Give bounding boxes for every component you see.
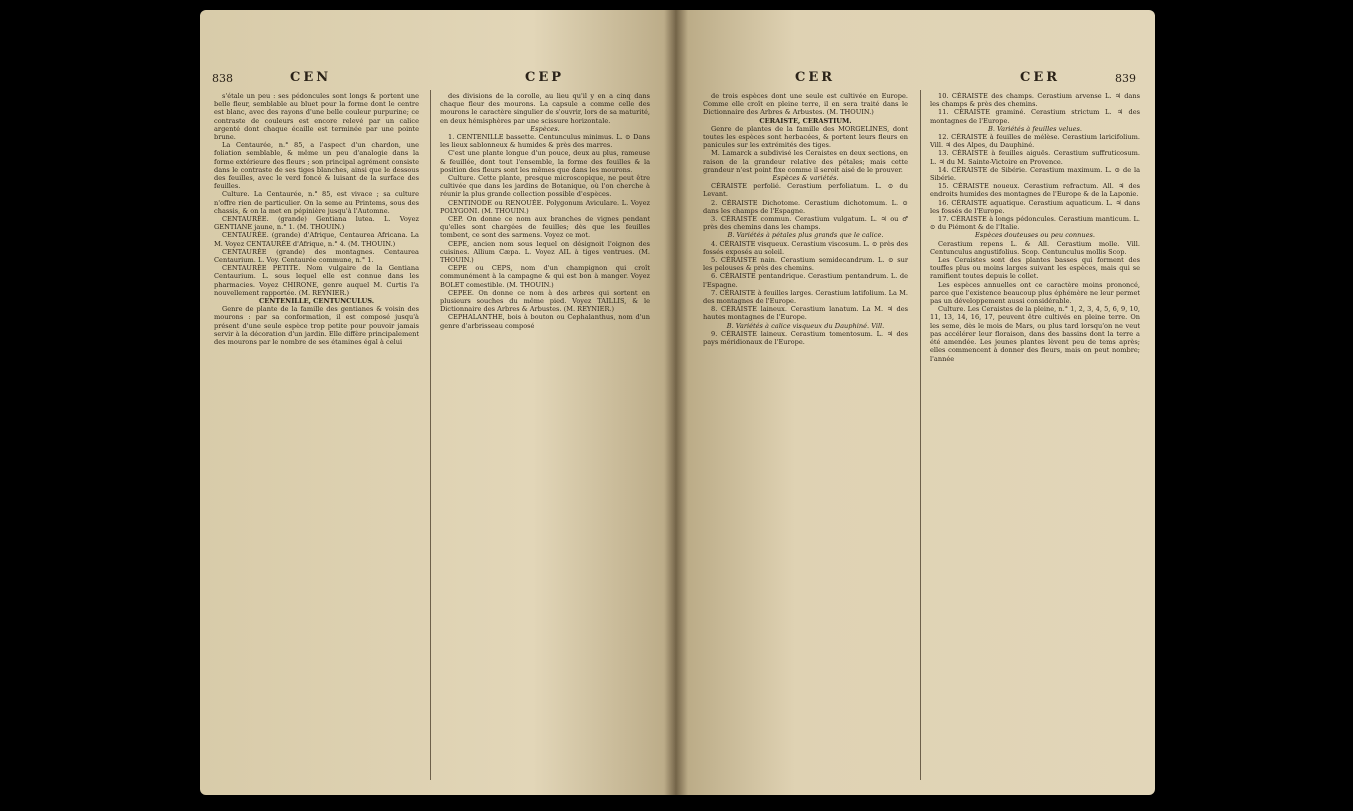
section-heading: B. Variétés à pétales plus grands que le calice. <box>727 231 884 240</box>
text-paragraph: Genre de plante de la famille des gentianes & voisin des mourons : par sa conformation, il est composé jusqu'à présent d'une seule espèce trop petite pour pouvoir jamais servir à la décoration d'un jardin. Elle diffère principalement des mourons par le nombre de ses étamines égal à celui <box>214 305 419 347</box>
book-gutter <box>664 10 688 795</box>
column-divider <box>430 90 431 780</box>
right-page <box>675 10 1155 795</box>
text-paragraph: Genre de plantes de la famille des MORGELINES, dont toutes les espèces sont herbacées, & portent leurs fleurs en panicules sur les extrémités des tiges. <box>703 124 908 150</box>
text-paragraph: 2. CÉRAISTE Dichotome. Cerastium dichotomum. L. ⊙ dans les champs de l'Espagne. <box>703 198 908 215</box>
text-paragraph: Culture. La Centaurée, n.° 85, est vivace ; sa culture n'offre rien de particulier. On la seme au Printems, sous des chassis, & on la met en pépinière jusqu'à l'Automne. <box>214 190 419 215</box>
text-paragraph: Culture. Les Ceraistes de la pleine, n.° 1, 2, 3, 4, 5, 6, 9, 10, 11, 13, 14, 16, 17, peuvent être cultivés en pleine terre. On les seme, dès le mois de Mars, ou plus tard lorsqu'on ne veut pas accélérer leur floraison, dans des bassins dont la terre a été amendée. Les jeunes plantes lèvent peu de tems après; elles commencent à donner des fleurs, mais on peut nombre; l'année <box>930 305 1140 363</box>
text-paragraph: 13. CÉRAISTE à feuilles aiguës. Cerastium suffruticosum. L. ♃ du M. Sainte-Victoire en Provence. <box>930 149 1140 166</box>
right-head-left: CER <box>795 70 836 85</box>
text-paragraph: 15. CÉRAISTE noueux. Cerastium refractum. All. ♃ des endroits humides des montagnes de l'Europe & de la Laponie. <box>930 182 1140 199</box>
text-paragraph: C'est une plante longue d'un pouce, deux au plus, rameuse & feuillée, dont tout l'ensemble, la forme des feuilles & la position des fleurs sont les mêmes que dans les mourons. <box>440 149 650 174</box>
section-heading: Espèces douteuses ou peu connues. <box>975 231 1095 240</box>
left-page-number: 838 <box>212 72 233 85</box>
left-head-right: CEP <box>525 70 565 85</box>
text-paragraph: 11. CÉRAISTE graminé. Cerastium strictum L. ♃ des montagnes de l'Europe. <box>930 108 1140 125</box>
entry-heading: CERAISTE, CERASTIUM. <box>759 116 852 125</box>
text-paragraph: 10. CÉRAISTE des champs. Cerastium arvense L. ♃ dans les champs & près des chemins. <box>930 92 1140 109</box>
text-paragraph: CENTAURÉE. (grande) Gentiana lutea. L. Voyez GENTIANE jaune, n.° 1. (M. THOUIN.) <box>214 215 419 232</box>
text-paragraph: Les espèces annuelles ont ce caractère moins prononcé, parce que l'existence beaucoup plus éphémère ne leur permet pas un développement aussi considérable. <box>930 280 1140 306</box>
section-heading: Espèces. <box>530 124 560 133</box>
text-paragraph: 12. CÉRAISTE à feuilles de mélèse. Cerastium laricifolium. Vill. ♃ des Alpes, du Dauphiné. <box>930 133 1140 150</box>
left-column-2 <box>440 92 650 330</box>
text-paragraph: 14. CÉRAISTE de Sibérie. Cerastium maximum. L. ⊙ de la Sibérie. <box>930 165 1140 183</box>
right-head-right: CER <box>1020 70 1061 85</box>
text-paragraph: Culture. Cette plante, presque microscopique, ne peut être cultivée que dans les jardins de Botanique, où l'on cherche à réunir la plus grande collection possible d'espèces. <box>440 174 650 199</box>
section-heading: B. Variétés à feuilles velues. <box>987 124 1082 133</box>
right-column-2 <box>930 92 1140 363</box>
left-page <box>200 10 675 795</box>
text-paragraph: 17. CÉRAISTE à longs pédoncules. Cerastium manticum. L. ⊙ du Piémont & de l'Italie. <box>930 215 1140 232</box>
text-paragraph: CENTINODE ou RENOUÉE. Polygonum Aviculare. L. Voyez POLYGONI. (M. THOUIN.) <box>440 198 650 215</box>
text-paragraph: 16. CÉRAISTE aquatique. Cerastium aquaticum. L. ♃ dans les fossés de l'Europe. <box>930 198 1140 215</box>
text-paragraph: 8. CÉRAISTE laineux. Cerastium lanatum. La M. ♃ des hautes montagnes de l'Europe. <box>703 305 908 322</box>
text-paragraph: Cerastium repens L. & All. Cerastium molle. Vill. Centunculus angustifolius. Scop. Centunculus mollis Scop. <box>930 239 1140 256</box>
text-paragraph: CEPHALANTHE, bois à bouton ou Cephalanthus, nom d'un genre d'arbrisseau composé <box>440 313 650 330</box>
text-paragraph: 9. CÉRAISTE laineux. Cerastium tomentosum. L. ♃ des pays méridionaux de l'Europe. <box>703 329 908 347</box>
left-column-1 <box>214 92 419 346</box>
right-page-number: 839 <box>1115 72 1136 85</box>
entry-heading: CENTENILLE, CENTUNCULUS. <box>258 297 375 306</box>
text-paragraph: 4. CÉRAISTE visqueux. Cerastium viscosum. L. ⊙ près des fossés exposés au soleil. <box>703 239 908 256</box>
text-paragraph: CENTAURÉE (grande) des montagnes. Centaurea Centaurium. L. Voy. Centaurée commune, n.° 1. <box>214 247 419 265</box>
section-heading: Espèces & variétés. <box>772 174 839 183</box>
text-paragraph: de trois espèces dont une seule est cultivée en Europe. Comme elle croît en pleine terre, il en sera traité dans le Dictionnaire des Arbres & Arbustes. (M. THOUIN.) <box>703 92 908 117</box>
text-paragraph: La Centaurée, n.° 85, a l'aspect d'un chardon, une foliation semblable, & même un peu d'analogie dans la forme extérieure des fleurs ; son principal agrément consiste dans le contraste de ses tiges blanches, ainsi que le dessous des feuilles, avec le verd foncé & luisant de la surface des feuilles. <box>214 141 419 191</box>
text-paragraph: CENTAURÉE PETITE. Nom vulgaire de la Gentiana Centaurium. L. sous lequel elle est connue dans les pharmacies. Voyez CHIRONE, genre auquel M. Curtis l'a nouvellement rapportée. (M. REYNIER.) <box>214 264 419 297</box>
text-paragraph: 6. CÉRAISTE pentandrique. Cerastium pentandrum. L. de l'Espagne. <box>703 272 908 289</box>
text-paragraph: CEPEE. On donne ce nom à des arbres qui sortent en plusieurs souches du même pied. Voyez TAILLIS, & le Dictionnaire des Arbres & Arbustes. (M. REYNIER.) <box>440 288 650 314</box>
text-paragraph: CEPE ou CEPS, nom d'un champignon qui croît communément à la campagne & qui est bon à manger. Voyez BOLET comestible. (M. THOUIN.) <box>440 264 650 289</box>
text-paragraph: CÉRAISTE perfolié. Cerastium perfoliatum. L. ⊙ du Levant. <box>703 182 908 199</box>
text-paragraph: 7. CÉRAISTE à feuilles larges. Cerastium latifolium. La M. des montagnes de l'Europe. <box>703 288 908 306</box>
text-paragraph: 3. CÉRAISTE commun. Cerastium vulgatum. L. ♃ ou ♂ près des chemins dans les champs. <box>703 215 908 232</box>
right-column-1 <box>703 92 908 346</box>
text-paragraph: M. Lamarck a subdivisé les Ceraistes en deux sections, en raison de la grandeur relative des pétales; mais cette grandeur n'est point fixe comme il seroit aisé de le prouver. <box>703 149 908 174</box>
text-paragraph: s'étale un peu : ses pédoncules sont longs & portent une belle fleur, semblable au bluet pour la forme dont le centre est blanc, avec des rayons d'une belle couleur purpurine; ce contraste de couleurs est encore relevé par un calice argenté dont chaque écaille est terminée par une pointe brune. <box>214 92 419 142</box>
text-paragraph: 1. CENTENILLE bassette. Centunculus minimus. L. ⊙ Dans les lieux sablonneux & humides & près des marres. <box>440 133 650 150</box>
text-paragraph: Les Ceraistes sont des plantes basses qui forment des touffes plus ou moins larges suivant les espèces, mais qui se ramifient toutes depuis le collet. <box>930 256 1140 281</box>
text-paragraph: CEPE, ancien nom sous lequel on désignoit l'oignon des cuisines. Allium Cæpa. L. Voyez AIL à tiges ventrues. (M. THOUIN.) <box>440 239 650 265</box>
text-paragraph: CENTAURÉE. (grande) d'Afrique, Centaurea Africana. La M. Voyez CENTAURÉE d'Afrique, n.° 4. (M. THOUIN.) <box>214 231 419 248</box>
left-head-left: CEN <box>290 70 332 85</box>
section-heading: B. Variétés à calice visqueux du Dauphiné. Vill. <box>726 321 885 330</box>
text-paragraph: des divisions de la corolle, au lieu qu'il y en a cinq dans chaque fleur des mourons. La capsule a comme celle des mourons le caractère singulier de s'ouvrir, lors de sa maturité, en deux hémisphères par une scissure horizontale. <box>440 92 650 125</box>
text-paragraph: 5. CÉRAISTE nain. Cerastium semidecandrum. L. ⊙ sur les pelouses & près des chemins. <box>703 256 908 273</box>
column-divider <box>920 90 921 780</box>
text-paragraph: CEP. On donne ce nom aux branches de vignes pendant qu'elles sont chargées de feuilles; dès que les feuilles tombent, ce sont des sarmens. Voyez ce mot. <box>440 215 650 240</box>
